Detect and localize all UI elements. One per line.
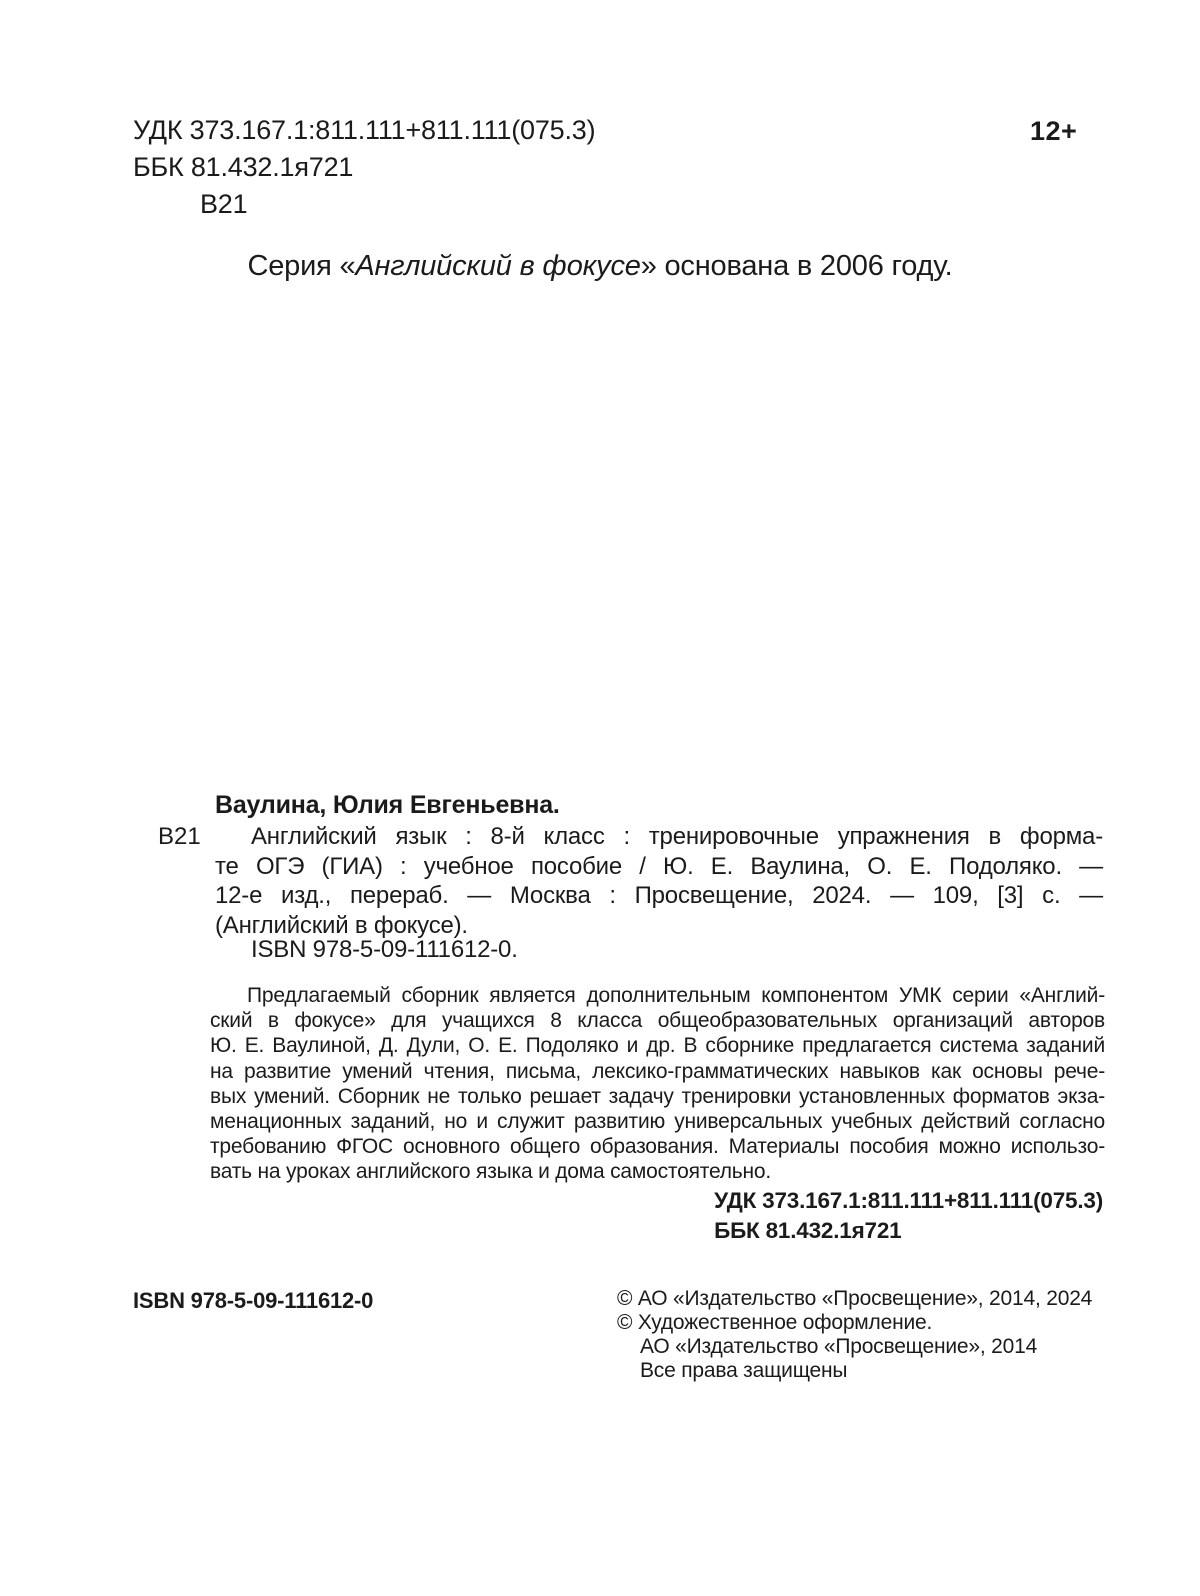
text-line: 12-е изд., перераб. — Москва : Просвещение, 2024. — 109, [3] с. — <box>215 882 1103 909</box>
author-heading: Ваулина, Юлия Евгеньевна. <box>215 791 560 819</box>
text-line: Английский язык : 8-й класс : тренировочные упражнения в форма- <box>251 823 1103 850</box>
text-line: вых умений. Сборник не только решает задачу тренировки установленных форматов экза- <box>210 1084 1105 1108</box>
series-note-suffix: » основана в 2006 году. <box>640 250 953 282</box>
bibliographic-description <box>215 822 1103 940</box>
catalog-author-code: В21 <box>158 823 201 850</box>
author-sign-code: В21 <box>200 189 248 219</box>
text-line: Предлагаемый сборник является дополнительным компонентом УМК серии «Англий- <box>247 984 1105 1007</box>
text-line: Ю. Е. Ваулиной, Д. Дули, О. Е. Подоляко и др. В сборнике предлагается система заданий <box>210 1034 1105 1058</box>
series-note <box>0 250 1200 283</box>
text-line: (Английский в фокусе). <box>215 911 468 939</box>
text-line: на развитие умений чтения, письма, лексико-грамматических навыков как основы рече- <box>210 1059 1105 1083</box>
bbk-code: ББК 81.432.1я721 <box>133 152 354 182</box>
text-line: © АО «Издательство «Просвещение», 2014, 2024 <box>617 1287 1093 1310</box>
text-line: вать на уроках английского языка и дома самостоятельно. <box>210 1160 772 1184</box>
series-note-prefix: Серия « <box>247 250 356 282</box>
text-line: Все права защищены <box>640 1359 848 1382</box>
udk-code: УДК 373.167.1:811.111+811.111(075.3) <box>133 115 596 145</box>
bottom-bbk-code: ББК 81.432.1я721 <box>714 1218 902 1243</box>
isbn-note: ISBN 978-5-09-111612-0. <box>251 936 518 963</box>
text-line: те ОГЭ (ГИА) : учебное пособие / Ю. Е. Ваулина, О. Е. Подоляко. — <box>215 852 1103 880</box>
text-line: менационных заданий, но и служит развитию универсальных учебных действий согласно <box>210 1110 1105 1134</box>
top-cataloguing-block <box>133 112 595 223</box>
text-line: © Художественное оформление. <box>617 1311 933 1334</box>
age-rating-badge: 12+ <box>1030 116 1078 146</box>
series-title: Английский в фокусе <box>355 250 641 282</box>
bottom-cataloguing-block <box>714 1186 1103 1246</box>
text-line: требованию ФГОС основного общего образования. Материалы пособия можно использо- <box>210 1135 1105 1159</box>
text-line: АО «Издательство «Просвещение», 2014 <box>640 1335 1038 1358</box>
copyright-block <box>617 1287 1092 1383</box>
bottom-udk-code: УДК 373.167.1:811.111+811.111(075.3) <box>714 1188 1103 1213</box>
footer-isbn: ISBN 978-5-09-111612-0 <box>133 1288 374 1313</box>
text-line: ский в фокусе» для учащихся 8 класса общеобразовательных организаций авторов <box>210 1009 1105 1033</box>
annotation-paragraph <box>210 983 1105 1185</box>
